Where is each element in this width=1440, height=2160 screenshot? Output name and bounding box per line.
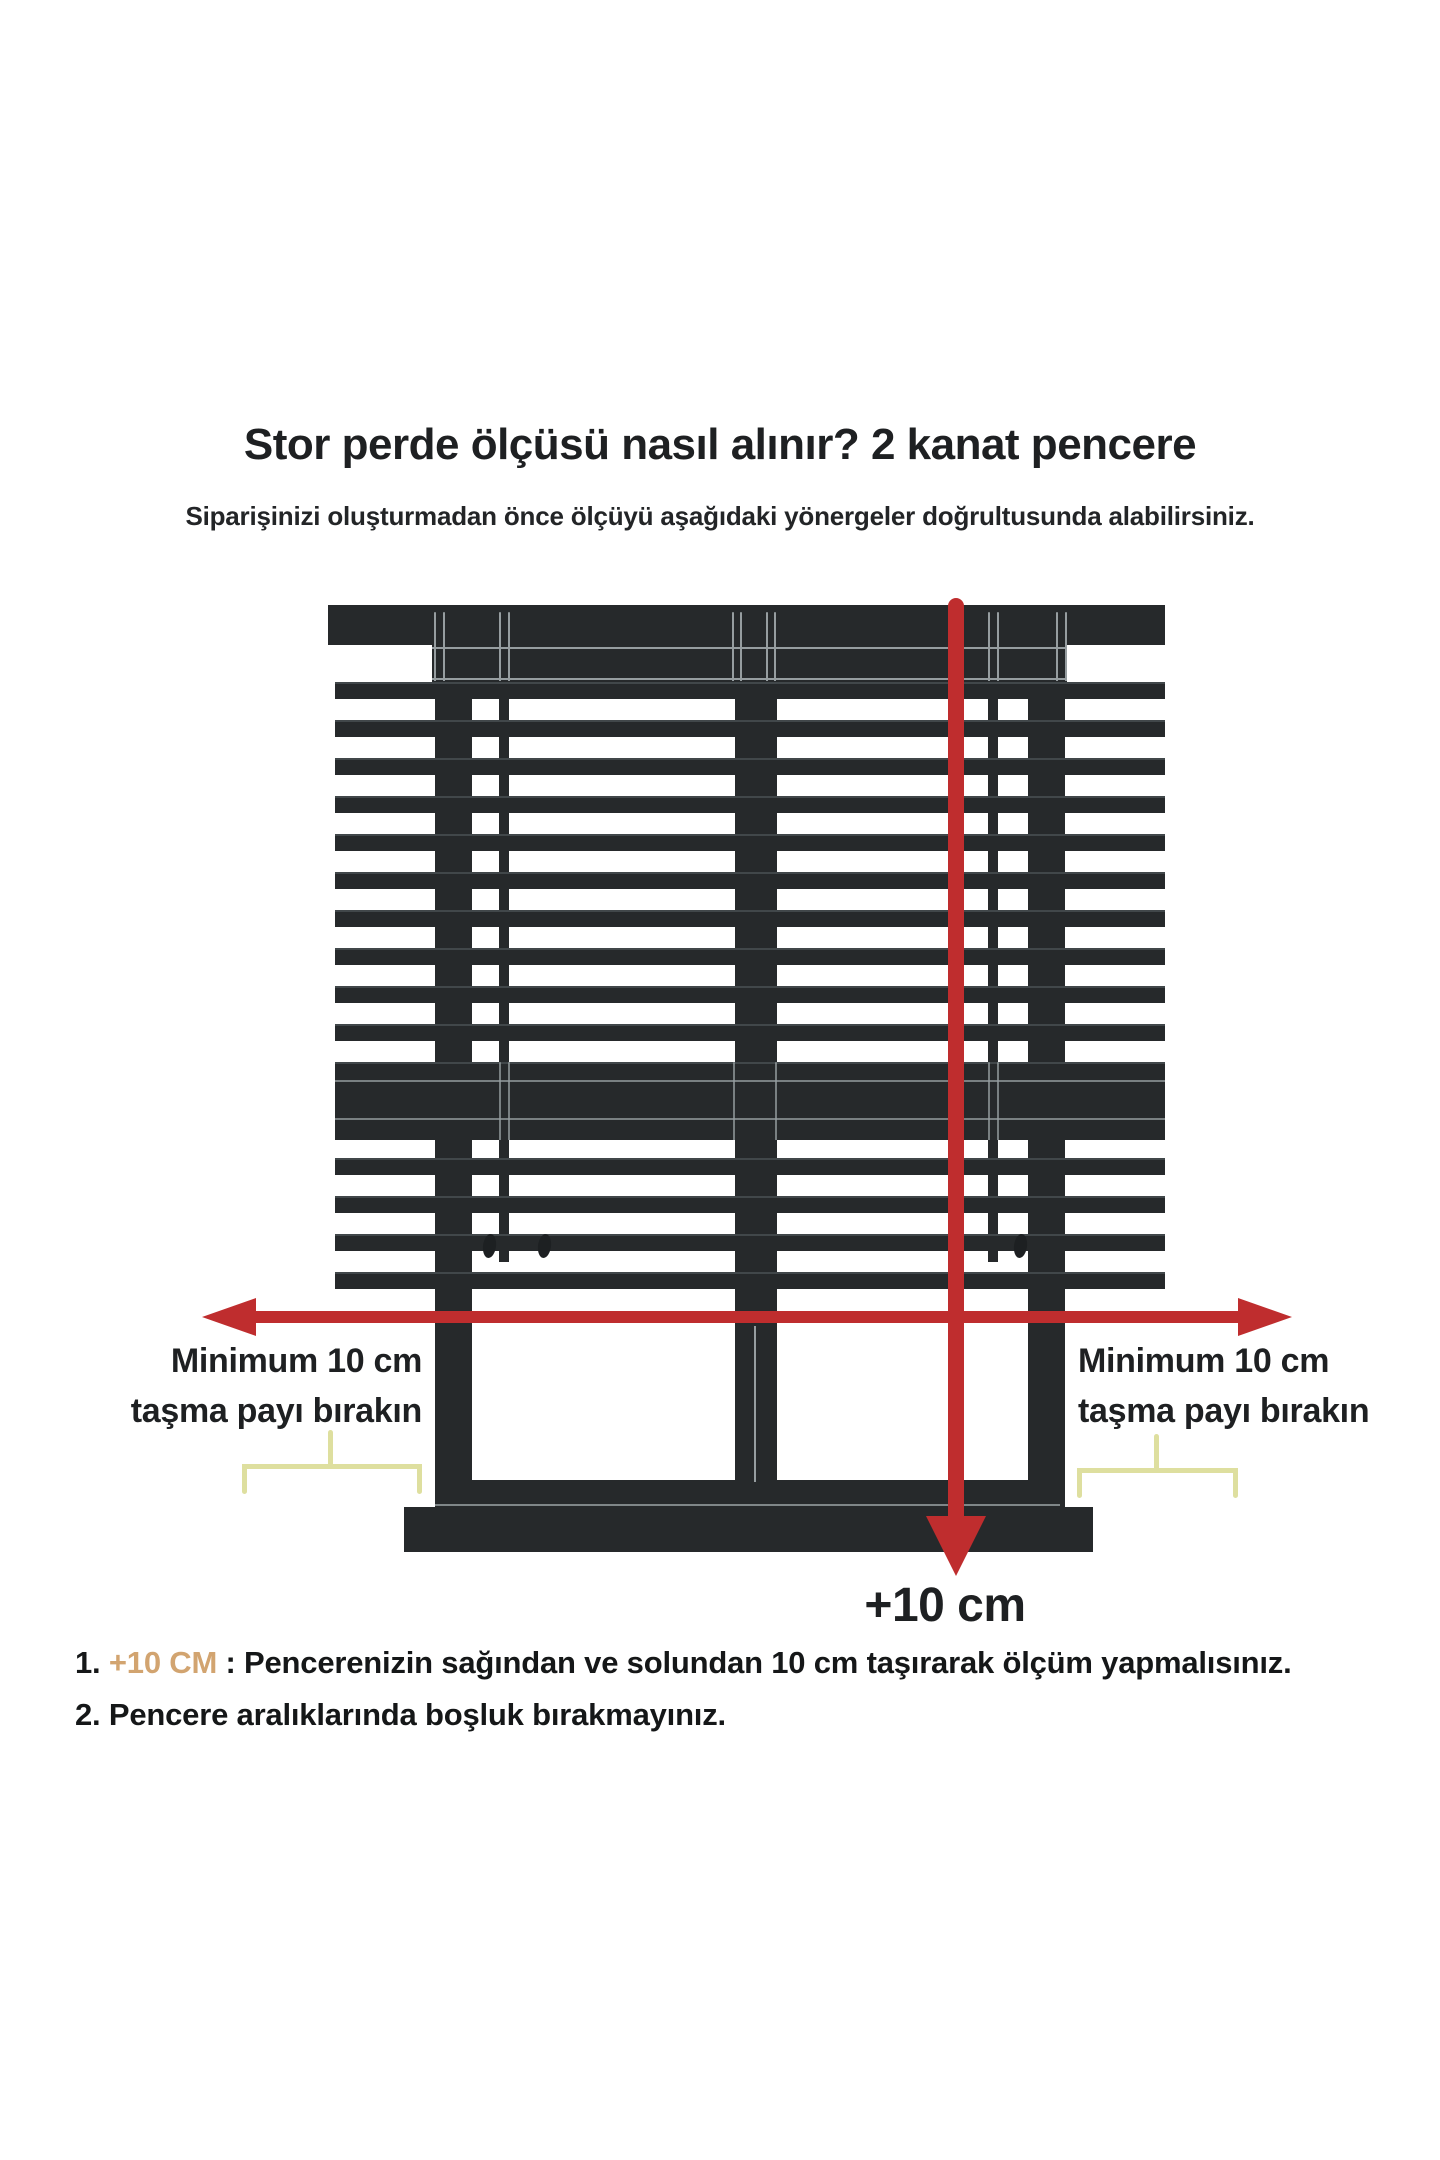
blind-headrail bbox=[328, 605, 1165, 645]
window-top-frame bbox=[432, 645, 1067, 682]
frame-outline-bottom-line bbox=[432, 678, 1067, 680]
meeting-rail-outline-line-1 bbox=[335, 1080, 1165, 1082]
height-arrow-shaft bbox=[948, 598, 964, 1520]
instruction-2 bbox=[75, 1697, 726, 1733]
blind-slat bbox=[335, 1158, 1165, 1175]
meeting-rail-outline-vertical bbox=[997, 1062, 999, 1140]
blind-slat bbox=[335, 910, 1165, 927]
instruction-1-highlight: +10 CM bbox=[108, 1645, 218, 1680]
meeting-rail-outline-vertical bbox=[733, 1062, 735, 1140]
width-arrow-shaft bbox=[250, 1311, 1240, 1323]
instruction-2-number: 2. bbox=[75, 1697, 109, 1732]
overhang-label-left-line1: Minimum 10 cm bbox=[170, 1342, 422, 1380]
bracket-stem bbox=[328, 1430, 333, 1468]
bracket-end bbox=[242, 1464, 247, 1494]
blind-slat bbox=[335, 796, 1165, 813]
bracket-end bbox=[1233, 1468, 1238, 1498]
arrowhead-down-icon bbox=[926, 1516, 986, 1576]
blind-slat bbox=[335, 1272, 1165, 1289]
overhang-bracket-left-icon bbox=[242, 1430, 422, 1494]
instruction-2-text: Pencere aralıklarında boşluk bırakmayınız. bbox=[108, 1697, 726, 1732]
blind-slat bbox=[335, 986, 1165, 1003]
blind-slat bbox=[335, 720, 1165, 737]
arrowhead-right-icon bbox=[1238, 1298, 1292, 1336]
blind-slat bbox=[335, 682, 1165, 699]
window-sill bbox=[404, 1507, 1093, 1552]
blind-slat bbox=[335, 1234, 1165, 1251]
meeting-rail-outline-vertical bbox=[775, 1062, 777, 1140]
page-title: Stor perde ölçüsü nasıl alınır? 2 kanat pencere bbox=[243, 420, 1197, 469]
overhang-label-left-line2: taşma payı bırakın bbox=[130, 1392, 422, 1430]
blind-slat bbox=[335, 1196, 1165, 1213]
bracket-bar bbox=[242, 1464, 422, 1469]
meeting-rail-outline-vertical bbox=[499, 1062, 501, 1140]
blind-slat bbox=[335, 872, 1165, 889]
bracket-end bbox=[417, 1464, 422, 1494]
plus10-label: +10 cm bbox=[864, 1579, 1026, 1632]
window-bottom-rail bbox=[435, 1480, 1065, 1507]
overhang-label-right-line1: Minimum 10 cm bbox=[1078, 1342, 1330, 1380]
blind-slat bbox=[335, 1024, 1165, 1041]
bracket-end bbox=[1077, 1468, 1082, 1498]
sill-separation-line bbox=[435, 1504, 1060, 1506]
window-meeting-rail-band bbox=[335, 1062, 1165, 1140]
blind-slat bbox=[335, 948, 1165, 965]
meeting-rail-outline-vertical bbox=[988, 1062, 990, 1140]
instruction-1-number: 1. bbox=[75, 1645, 109, 1680]
instruction-1-text: : Pencerenizin sağından ve solundan 10 cm taşırarak ölçüm yapmalısınız. bbox=[217, 1645, 1292, 1680]
blind-slat bbox=[335, 834, 1165, 851]
meeting-rail-outline-vertical bbox=[508, 1062, 510, 1140]
sash-meeting-line bbox=[754, 1326, 756, 1482]
blind-slat bbox=[335, 758, 1165, 775]
overhang-bracket-right-icon bbox=[1077, 1434, 1238, 1498]
arrowhead-left-icon bbox=[202, 1298, 256, 1336]
page-subtitle: Siparişinizi oluşturmadan önce ölçüyü aşağıdaki yönergeler doğrultusunda alabilirsiniz. bbox=[185, 501, 1255, 531]
bracket-bar bbox=[1077, 1468, 1238, 1473]
instruction-1 bbox=[75, 1645, 1292, 1681]
meeting-rail-outline-line-2 bbox=[335, 1118, 1165, 1120]
overhang-label-right-line2: taşma payı bırakın bbox=[1078, 1392, 1370, 1430]
frame-outline-top-line bbox=[432, 647, 1067, 649]
bracket-stem bbox=[1154, 1434, 1159, 1472]
